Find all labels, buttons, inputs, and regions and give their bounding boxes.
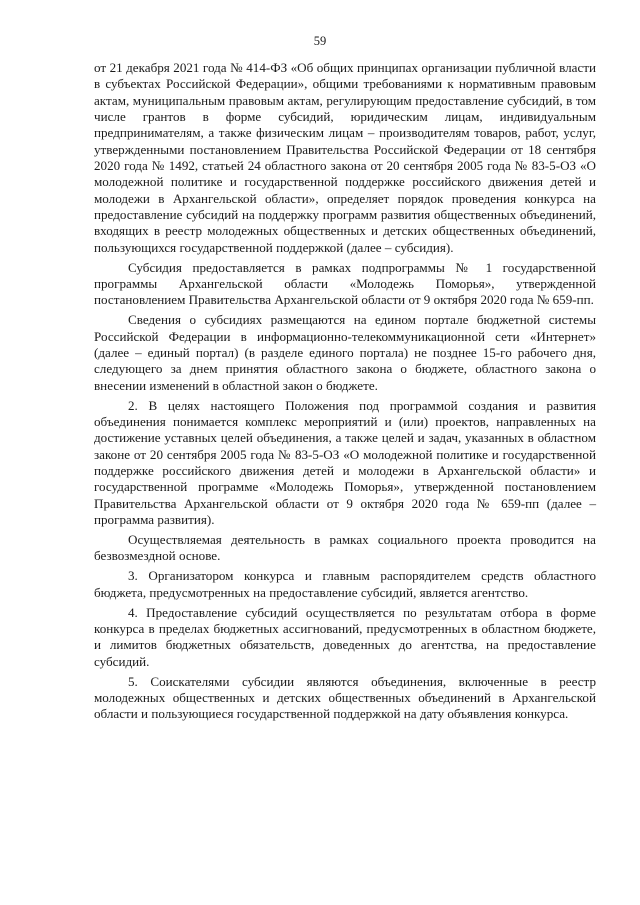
paragraph-item-5: 5. Соискателями субсидии являются объединения, включенные в реестр молодежных общественных и детских общественных объединений в Архангельской области и пользующиеся государственной поддержкой на дату объявления конкурса. xyxy=(94,673,596,722)
paragraph-continuation: от 21 декабря 2021 года № 414-ФЗ «Об общих принципах организации публичной власти в субъектах Российской Федерации», общими требованиями к нормативным правовым актам, муниципальным правовым актам, регулирующим предоставление субсидий, в том числе грантов в форме субсидий, юридическим лицам, индивидуальным предпринимателям, а также физическим лицам – производителям товаров, работ, услуг, утвержденными постановлением Правительства Российской Федерации от 18 сентября 2020 года № 1492, статьей 24 областного закона от 20 сентября 2005 года № 83-5-ОЗ «О молодежной политике и государственной поддержке российского движения детей и молодежи в Архангельской области», определяет порядок проведения конкурса на предоставление субсидий на поддержку программ развития общественных объединений, входящих в реестр молодежных общественных и детских общественных объединений, пользующихся государственной поддержкой (далее – субсидия). xyxy=(94,60,596,255)
paragraph-item-4: 4. Предоставление субсидий осуществляется по результатам отбора в форме конкурса в пределах бюджетных ассигнований, предусмотренных в областном бюджете, и лимитов бюджетных обязательств, доведенных до агентства, на предоставление субсидий. xyxy=(94,604,596,669)
paragraph-free-basis: Осуществляемая деятельность в рамках социального проекта проводится на безвозмездной основе. xyxy=(94,532,596,564)
page-number: 59 xyxy=(313,34,327,48)
paragraph-portal-info: Сведения о субсидиях размещаются на едином портале бюджетной системы Российской Федерации в информационно-телекоммуникационной сети «Интернет» (далее – единый портал) (в разделе единого портала) не позднее 15-го рабочего дня, следующего за днем принятия областного закона о бюджете, областного закона о внесении изменений в областной закон о бюджете. xyxy=(94,312,596,393)
document-body xyxy=(94,60,596,723)
paragraph-item-2: 2. В целях настоящего Положения под программой создания и развития объединения понимается комплекс мероприятий и (или) проектов, направленных на достижение уставных целей объединения, а также целей и задач, указанных в областном законе от 20 сентября 2005 года № 83-5-ОЗ «О молодежной политике и государственной поддержке российского движения детей и молодежи в Архангельской области» и государственной программе «Молодежь Поморья», утвержденной постановлением Правительства Архангельской области от 9 октября 2020 года № 659-пп (далее – программа развития). xyxy=(94,397,596,528)
paragraph-item-3: 3. Организатором конкурса и главным распорядителем средств областного бюджета, предусмотренных на предоставление субсидий, является агентство. xyxy=(94,568,596,600)
paragraph-subsidy-program: Субсидия предоставляется в рамках подпрограммы № 1 государственной программы Архангельской области «Молодежь Поморья», утвержденной постановлением Правительства Архангельской области от 9 октября 2020 года № 659-пп. xyxy=(94,259,596,308)
